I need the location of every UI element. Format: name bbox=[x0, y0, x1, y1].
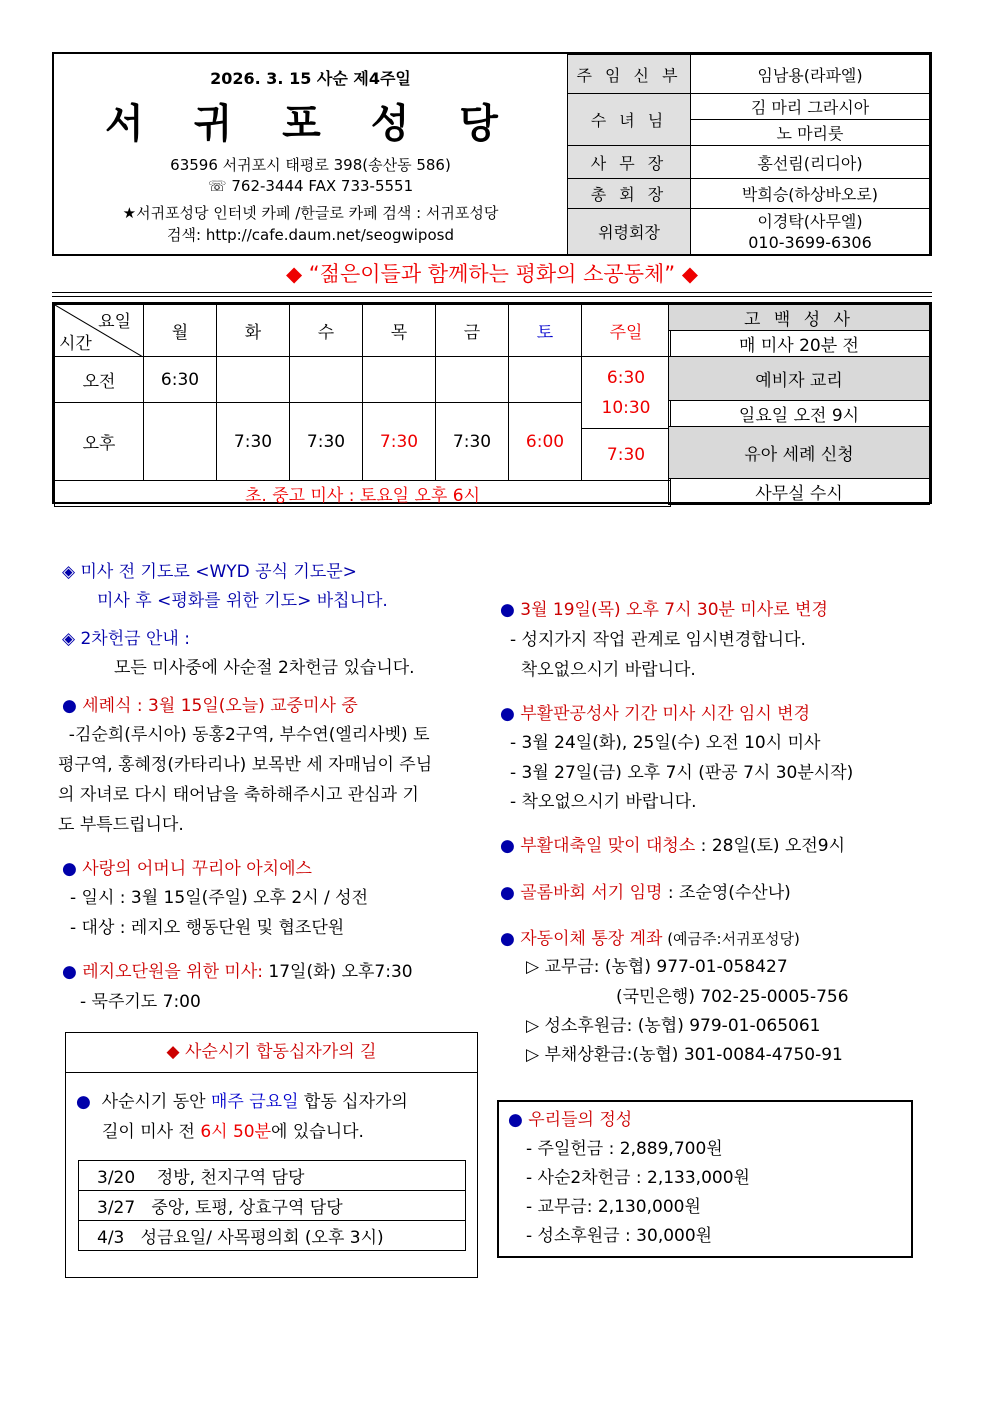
staff-name: 박희승(하상바오로) bbox=[691, 179, 930, 209]
day-wed: 수 bbox=[290, 305, 363, 357]
offering-line: - 성소후원금 : 30,000원 bbox=[526, 1226, 713, 1246]
bullet-icon: ● bbox=[500, 704, 515, 724]
staff-phone: 010-3699-6306 bbox=[691, 232, 930, 254]
divider bbox=[52, 292, 932, 293]
corner-day: 요일 bbox=[98, 312, 131, 332]
staff-name: 노 마리룻 bbox=[691, 120, 930, 146]
catechumen-title: 예비자 교리 bbox=[669, 357, 930, 401]
easter-line: - 3월 27일(금) 오후 7시 (판공 7시 30분시작) bbox=[510, 763, 854, 783]
auto-holder: (예금주:서귀포성당) bbox=[662, 930, 800, 948]
empty-cell bbox=[509, 357, 582, 403]
day-sat: 토 bbox=[509, 305, 582, 357]
motto: ◆ “젊은이들과 함께하는 평화의 소공동체” ◆ bbox=[285, 262, 698, 286]
am-label: 오전 bbox=[55, 357, 144, 403]
staff-name: 김 마리 그라시아 bbox=[691, 94, 930, 120]
change-heading bbox=[500, 596, 828, 625]
empty-cell bbox=[290, 357, 363, 403]
header-box bbox=[52, 52, 932, 256]
mon-am: 6:30 bbox=[144, 357, 217, 403]
offering-heading-text: 우리들의 정성 bbox=[528, 1110, 633, 1130]
account-line: ▷ 교무금: (농협) 977-01-058427 bbox=[526, 957, 788, 977]
baptism-time: 사무실 수시 bbox=[669, 479, 930, 505]
baptism-line: 평구역, 홍혜정(카타리나) 보목반 세 자매님이 주님 bbox=[58, 755, 433, 775]
collection-heading: ◈ 2차헌금 안내 : bbox=[62, 629, 190, 649]
sat-mass: 6:00 bbox=[509, 403, 582, 481]
way-highlight: 6시 50분 bbox=[200, 1122, 272, 1142]
catechumen-time: 일요일 오전 9시 bbox=[669, 401, 930, 427]
way-text: 에 있습니다. bbox=[271, 1122, 364, 1142]
way-highlight: 매주 금요일 bbox=[211, 1092, 299, 1112]
prayer-line-1: ◈ 미사 전 기도로 <WYD 공식 기도문> bbox=[62, 562, 357, 582]
account-line: ▷ 성소후원금: (농협) 979-01-065061 bbox=[526, 1016, 821, 1036]
staff-role: 주 임 신 부 bbox=[568, 55, 691, 94]
confession-title: 고 백 성 사 bbox=[669, 305, 930, 331]
empty-cell bbox=[436, 357, 509, 403]
empty-cell bbox=[217, 357, 290, 403]
auto-heading-text: 자동이체 통장 계좌 bbox=[520, 929, 663, 949]
day-mon: 월 bbox=[144, 305, 217, 357]
pm-label: 오후 bbox=[55, 403, 144, 481]
collection-text: 모든 미사중에 사순절 2차헌금 있습니다. bbox=[114, 658, 415, 678]
offering-heading bbox=[508, 1106, 632, 1135]
way-line-1 bbox=[76, 1088, 408, 1117]
clean-heading-text: 부활대축일 맞이 대청소 bbox=[520, 836, 696, 856]
way-title: ◆ 사순시기 합동십자가의 길 bbox=[166, 1042, 377, 1062]
prayer-line-2: 미사 후 <평화를 위한 기도> 바칩니다. bbox=[97, 591, 388, 611]
staff-role: 사 무 장 bbox=[568, 146, 691, 179]
way-table bbox=[78, 1160, 466, 1251]
bullet-icon: ● bbox=[76, 1092, 91, 1112]
bullet-icon: ● bbox=[500, 929, 515, 949]
clean-heading bbox=[500, 832, 845, 861]
day-tue: 화 bbox=[217, 305, 290, 357]
youth-mass: 초. 중고 미사 : 토요일 오후 6시 bbox=[55, 481, 671, 507]
way-divider bbox=[65, 1072, 478, 1073]
header-left bbox=[54, 54, 569, 254]
staff-role: 수 녀 님 bbox=[568, 94, 691, 146]
way-text: 길이 미사 전 bbox=[102, 1122, 201, 1142]
staff-table bbox=[567, 54, 930, 255]
cafe-url: 검색: http://cafe.daum.net/seogwiposd bbox=[167, 226, 454, 244]
staff-name: 홍선림(리디아) bbox=[691, 146, 930, 179]
change-line: 착오없으시기 바랍니다. bbox=[510, 660, 696, 680]
fri-pm: 7:30 bbox=[436, 403, 509, 481]
baptism-line: -김순희(루시아) 동홍2구역, 부수연(엘리사벳) 토 bbox=[58, 725, 430, 745]
wed-pm: 7:30 bbox=[290, 403, 363, 481]
way-text: 합동 십자가의 bbox=[298, 1092, 408, 1112]
offering-line: - 사순2차헌금 : 2,133,000원 bbox=[526, 1168, 750, 1188]
corner-cell bbox=[55, 305, 144, 357]
auto-heading bbox=[500, 925, 800, 954]
way-row: 3/27 중앙, 토평, 상효구역 담당 bbox=[79, 1191, 466, 1221]
easter-line: - 3월 24일(화), 25일(수) 오전 10시 미사 bbox=[510, 733, 821, 753]
baptism-heading-text: 세례식 : 3월 15일(오늘) 교중미사 중 bbox=[82, 696, 358, 716]
way-text: 사순시기 동안 bbox=[101, 1092, 211, 1112]
easter-heading-text: 부활판공성사 기간 미사 시간 임시 변경 bbox=[520, 704, 811, 724]
bullet-icon: ● bbox=[62, 696, 77, 716]
bullet-icon: ● bbox=[62, 962, 77, 982]
staff-role: 총 회 장 bbox=[568, 179, 691, 209]
staff-role: 위령회장 bbox=[568, 209, 691, 255]
empty-cell bbox=[363, 357, 436, 403]
bullet-icon: ● bbox=[500, 836, 515, 856]
offering-line: - 교무금: 2,130,000원 bbox=[526, 1197, 701, 1217]
way-row: 4/3 성금요일/ 사목평의회 (오후 3시) bbox=[79, 1221, 466, 1251]
sun-am bbox=[582, 357, 671, 429]
offering-line: - 주일헌금 : 2,889,700원 bbox=[526, 1139, 723, 1159]
acies-heading-text: 사랑의 어머니 꾸리아 아치에스 bbox=[82, 859, 312, 879]
colum-name: : 조순영(수산나) bbox=[662, 883, 791, 903]
baptism-line: 의 자녀로 다시 태어남을 축하해주시고 관심과 기 bbox=[58, 785, 419, 805]
legio-time: 17일(화) 오후7:30 bbox=[263, 962, 413, 982]
legio-heading bbox=[62, 958, 413, 987]
acies-heading bbox=[62, 855, 312, 884]
phone: ☏ 762-3444 FAX 733-5551 bbox=[207, 177, 414, 195]
clean-time: : 28일(토) 오전9시 bbox=[695, 836, 846, 856]
tue-pm: 7:30 bbox=[217, 403, 290, 481]
bullet-icon: ● bbox=[500, 600, 515, 620]
sun-am-1: 6:30 bbox=[606, 367, 646, 388]
day-sun: 주일 bbox=[582, 305, 671, 357]
confession-time: 매 미사 20분 전 bbox=[669, 331, 930, 357]
address: 63596 서귀포시 태평로 398(송산동 586) bbox=[170, 156, 451, 174]
acies-line: - 대상 : 레지오 행동단원 및 협조단원 bbox=[70, 918, 345, 938]
way-line-2 bbox=[102, 1118, 364, 1147]
day-thu: 목 bbox=[363, 305, 436, 357]
acies-line: - 일시 : 3월 15일(주일) 오후 2시 / 성전 bbox=[70, 888, 368, 908]
colum-heading-text: 골롬바회 서기 임명 bbox=[520, 883, 663, 903]
account-line: ▷ 부채상환금:(농협) 301-0084-4750-91 bbox=[526, 1045, 843, 1065]
staff-name: 임남용(라파엘) bbox=[691, 55, 930, 94]
divider bbox=[52, 296, 932, 297]
baptism-line: 도 부특드립니다. bbox=[58, 815, 184, 835]
easter-heading bbox=[500, 700, 810, 729]
colum-heading bbox=[500, 879, 791, 908]
change-heading-text: 3월 19일(목) 오후 7시 30분 미사로 변경 bbox=[520, 600, 828, 620]
mass-schedule bbox=[52, 302, 932, 504]
baptism-heading bbox=[62, 692, 358, 721]
sun-am-2: 10:30 bbox=[601, 397, 651, 418]
change-line: - 성지가지 작업 관계로 임시변경합니다. bbox=[510, 630, 806, 650]
way-row: 3/20 정방, 천지구역 담당 bbox=[79, 1161, 466, 1191]
cafe-info: ★서귀포성당 인터넷 카페 /한글로 카페 검색 : 서귀포성당 bbox=[122, 204, 499, 222]
bullet-icon: ● bbox=[62, 859, 77, 879]
bullet-icon: ● bbox=[508, 1110, 523, 1130]
day-fri: 금 bbox=[436, 305, 509, 357]
legio-line: - 묵주기도 7:00 bbox=[80, 992, 201, 1012]
empty-cell bbox=[144, 403, 217, 481]
bulletin-date: 2026. 3. 15 사순 제4주일 bbox=[210, 69, 411, 88]
baptism-title: 유아 세례 신청 bbox=[669, 427, 930, 479]
bullet-icon: ● bbox=[500, 883, 515, 903]
thu-pm: 7:30 bbox=[363, 403, 436, 481]
legio-heading-text: 레지오단원을 위한 미사: bbox=[82, 962, 264, 982]
corner-time: 시간 bbox=[59, 334, 92, 354]
account-line: (국민은행) 702-25-0005-756 bbox=[616, 987, 849, 1007]
staff-name: 이경탁(사무엘) bbox=[691, 209, 930, 233]
easter-line: - 착오없으시기 바랍니다. bbox=[510, 792, 697, 812]
church-name: 서 귀 포 성 당 bbox=[105, 101, 516, 147]
sun-pm: 7:30 bbox=[582, 429, 671, 481]
